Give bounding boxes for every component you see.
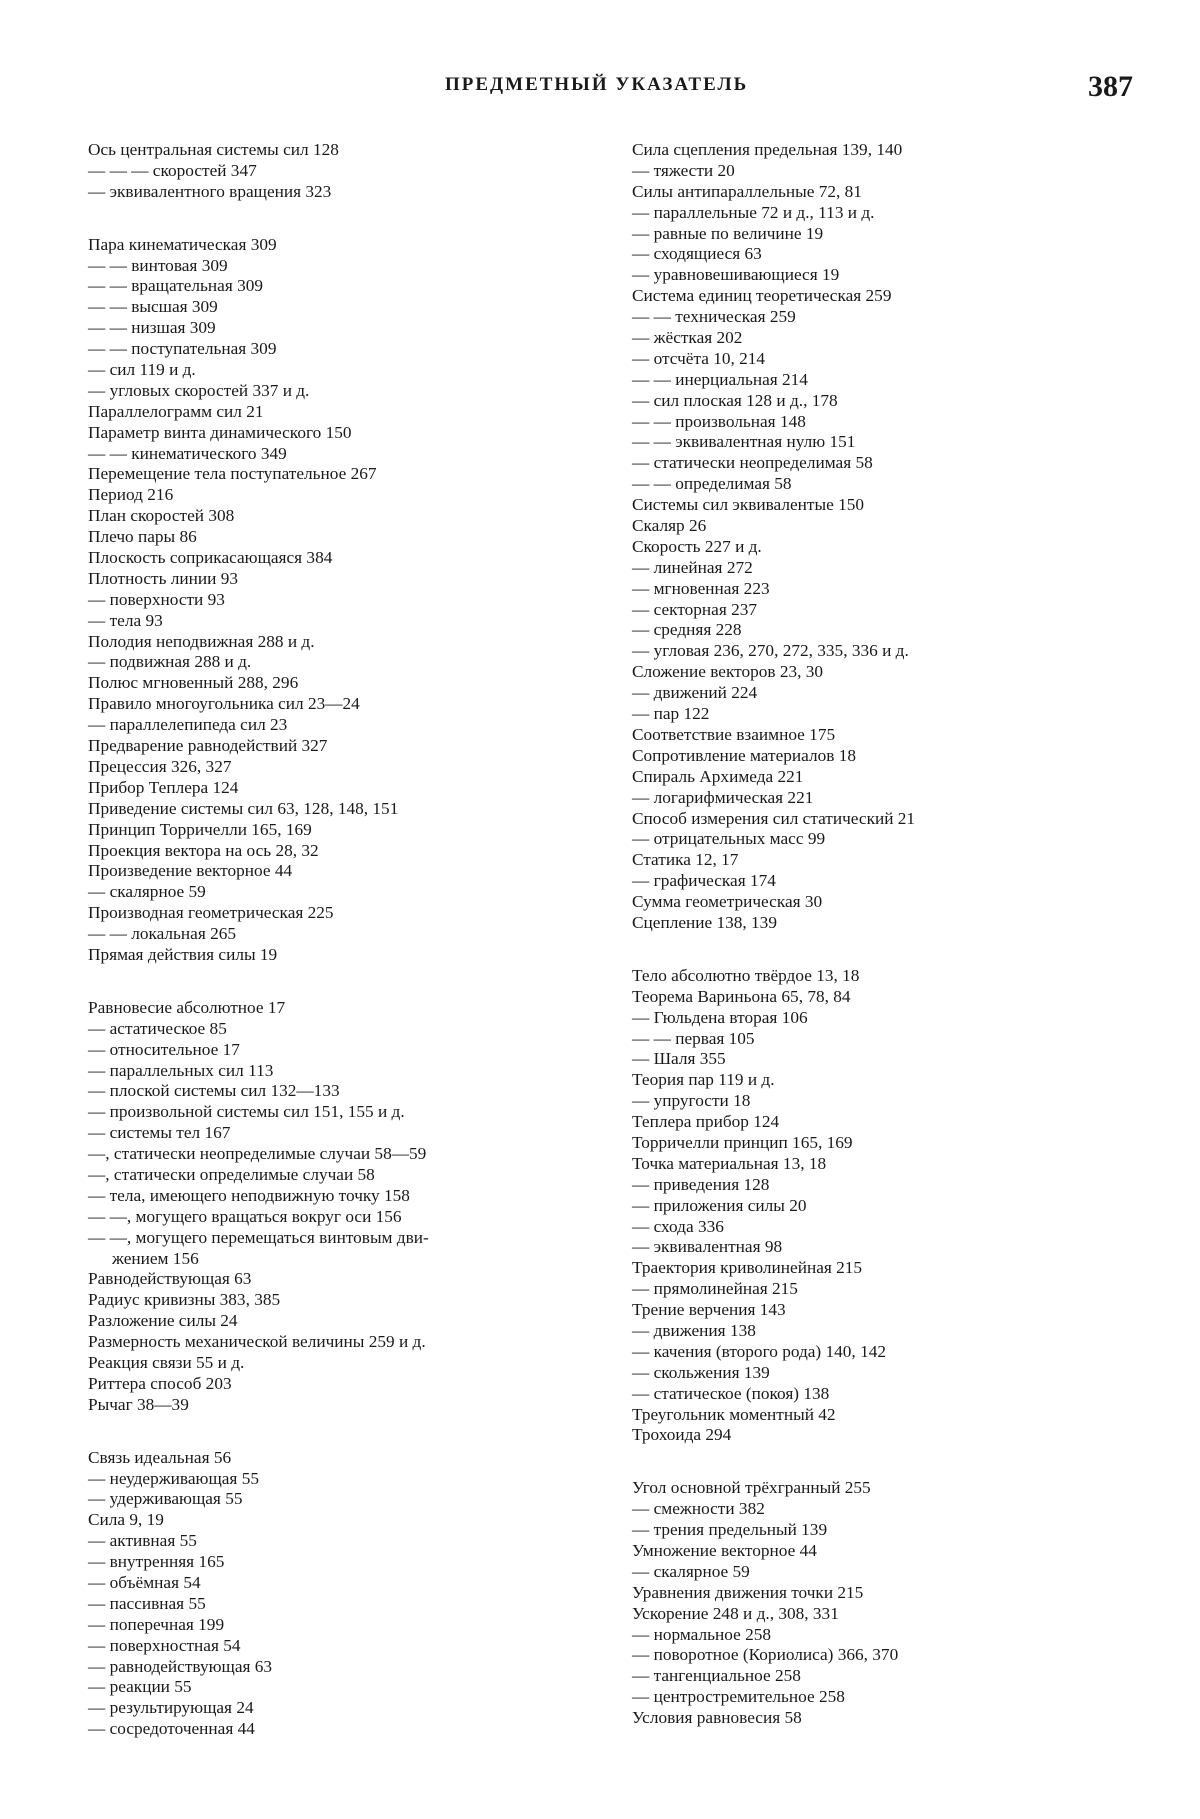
index-entry: Производная геометрическая 225	[88, 903, 334, 923]
index-entry: Прямая действия силы 19	[88, 944, 278, 964]
index-entry: Плотность линии 93	[88, 568, 239, 588]
index-entry: — пар 122	[632, 704, 710, 724]
index-entry: — качения (второго рода) 140, 142	[632, 1341, 886, 1361]
index-entry: Ось центральная системы сил 128	[88, 140, 339, 159]
index-entry: жением 156	[112, 1248, 199, 1268]
index-entry: — — определимая 58	[632, 474, 792, 494]
index-entry: — сил плоская 128 и д., 178	[632, 390, 838, 410]
index-entry: Системы сил эквивалентые 150	[632, 495, 864, 515]
index-entry: —, статически определимые случаи 58	[88, 1164, 375, 1184]
index-entry: Теплера прибор 124	[632, 1112, 780, 1132]
index-entry: Сила 9, 19	[88, 1510, 164, 1530]
index-entry: — графическая 174	[632, 871, 776, 891]
section-gap	[88, 203, 608, 235]
index-entry: — сходящиеся 63	[632, 244, 762, 264]
index-entry: — реакции 55	[88, 1677, 192, 1697]
index-entry: Перемещение тела поступательное 267	[88, 464, 377, 484]
index-entry: Правило многоугольника сил 23—24	[88, 694, 360, 714]
index-entry: — Гюльдена вторая 106	[632, 1007, 808, 1027]
index-entry: Сложение векторов 23, 30	[632, 662, 824, 682]
index-entry: — — — скоростей 347	[88, 160, 257, 180]
index-entry: Размерность механической величины 259 и д.	[88, 1332, 426, 1352]
index-entry: Система единиц теоретическая 259	[632, 286, 892, 306]
index-entry: Треугольник моментный 42	[632, 1404, 836, 1424]
index-entry: — поверхностная 54	[88, 1635, 241, 1655]
index-entry: Статика 12, 17	[632, 850, 739, 870]
index-entry: — нормальное 258	[632, 1624, 772, 1644]
index-entry: Полюс мгновенный 288, 296	[88, 673, 299, 693]
index-entry: — скалярное 59	[632, 1561, 750, 1581]
index-entry: — статическое (покоя) 138	[632, 1383, 830, 1403]
index-entry: Плечо пары 86	[88, 527, 197, 547]
index-entry: Риттера способ 203	[88, 1373, 232, 1393]
index-entry: — — высшая 309	[88, 297, 218, 317]
index-entry: — произвольной системы сил 151, 155 и д.	[88, 1102, 405, 1122]
index-entry: — тяжести 20	[632, 160, 735, 180]
index-entry: — — низшая 309	[88, 318, 216, 338]
section-gap	[88, 1416, 608, 1448]
index-entry: — активная 55	[88, 1531, 197, 1551]
index-column-left	[88, 140, 608, 1740]
index-entry: — трения предельный 139	[632, 1520, 828, 1540]
index-entry: Равновесие абсолютное 17	[88, 997, 286, 1017]
index-entry: Силы антипараллельные 72, 81	[632, 181, 862, 201]
index-entry: — подвижная 288 и д.	[88, 652, 252, 672]
index-entry: Связь идеальная 56	[88, 1447, 232, 1467]
index-entry: — движений 224	[632, 683, 758, 703]
index-entry: — сил 119 и д.	[88, 360, 196, 380]
index-entry: Точка материальная 13, 18	[632, 1153, 827, 1173]
index-entry: Способ измерения сил статический 21	[632, 808, 916, 828]
index-entry: — отрицательных масс 99	[632, 829, 826, 849]
index-entry: — результирующая 24	[88, 1698, 254, 1718]
index-entry: Скаляр 26	[632, 516, 707, 536]
index-entry: — плоской системы сил 132—133	[88, 1081, 340, 1101]
index-entry: — параллельных сил 113	[88, 1060, 274, 1080]
index-entry: — параллелепипеда сил 23	[88, 715, 288, 735]
index-entry: — пассивная 55	[88, 1593, 206, 1613]
index-entry: Условия равновесия 58	[632, 1708, 802, 1728]
index-entry: — относительное 17	[88, 1039, 240, 1059]
index-entry: Теорема Вариньона 65, 78, 84	[632, 986, 851, 1006]
index-column-right	[632, 140, 1172, 1729]
index-entry: Траектория криволинейная 215	[632, 1258, 863, 1278]
index-entry: — эквивалентная 98	[632, 1237, 783, 1257]
index-entry: — параллельные 72 и д., 113 и д.	[632, 202, 875, 222]
index-entry: Сумма геометрическая 30	[632, 892, 823, 912]
index-entry: — средняя 228	[632, 620, 742, 640]
index-entry: Сила сцепления предельная 139, 140	[632, 140, 903, 159]
index-entry: — прямолинейная 215	[632, 1279, 798, 1299]
index-entry: — равные по величине 19	[632, 223, 824, 243]
index-entry: — угловых скоростей 337 и д.	[88, 380, 310, 400]
index-entry: Соответствие взаимное 175	[632, 724, 836, 744]
index-entry: — астатическое 85	[88, 1018, 227, 1038]
index-entry: — объёмная 54	[88, 1573, 201, 1592]
index-entry: Проекция вектора на ось 28, 32	[88, 840, 319, 860]
index-entry: Теория пар 119 и д.	[632, 1070, 775, 1090]
index-entry: Сопротивление материалов 18	[632, 745, 856, 765]
index-entry: — Шаля 355	[632, 1049, 726, 1069]
index-entry: — поворотное (Кориолиса) 366, 370	[632, 1645, 899, 1665]
index-entry: Прибор Теплера 124	[88, 777, 239, 797]
index-entry: — — эквивалентная нулю 151	[632, 432, 856, 452]
section-gap	[632, 1446, 1172, 1478]
index-entry: — жёсткая 202	[632, 328, 743, 348]
index-entry: Полодия неподвижная 288 и д.	[88, 631, 315, 651]
index-entry: Угол основной трёхгранный 255	[632, 1478, 871, 1498]
section-gap	[632, 934, 1172, 966]
index-entry: — движения 138	[632, 1320, 756, 1340]
index-entry: Рычаг 38—39	[88, 1394, 189, 1414]
index-entry: — эквивалентного вращения 323	[88, 181, 332, 201]
page-number: 387	[1088, 70, 1133, 103]
index-entry: — — кинематического 349	[88, 443, 287, 463]
index-entry: Радиус кривизны 383, 385	[88, 1290, 281, 1310]
index-entry: Трение верчения 143	[632, 1300, 786, 1320]
index-entry: — линейная 272	[632, 557, 753, 577]
index-entry: — отсчёта 10, 214	[632, 348, 766, 368]
index-entry: — — инерциальная 214	[632, 369, 808, 389]
index-entry: — — вращательная 309	[88, 276, 264, 296]
index-entry: — скалярное 59	[88, 882, 206, 902]
section-gap	[88, 966, 608, 998]
index-entry: Тело абсолютно твёрдое 13, 18	[632, 965, 860, 985]
index-entry: — равнодействующая 63	[88, 1656, 273, 1676]
index-entry: — схода 336	[632, 1216, 724, 1236]
index-entry: Произведение векторное 44	[88, 861, 293, 881]
index-entry: Принцип Торричелли 165, 169	[88, 819, 312, 839]
index-entry: Параллелограмм сил 21	[88, 401, 264, 421]
index-entry: План скоростей 308	[88, 506, 235, 526]
index-entry: Предварение равнодействий 327	[88, 736, 328, 756]
index-entry: — — первая 105	[632, 1028, 755, 1048]
index-entry: — поверхности 93	[88, 589, 225, 609]
index-entry: — центростремительное 258	[632, 1687, 845, 1707]
index-entry: — статически неопределимая 58	[632, 453, 873, 473]
index-entry: — тангенциальное 258	[632, 1666, 801, 1686]
index-entry: — удерживающая 55	[88, 1489, 243, 1509]
index-entry: Сцепление 138, 139	[632, 912, 777, 932]
index-entry: — уравновешивающиеся 19	[632, 265, 840, 285]
index-entry: — — поступательная 309	[88, 339, 277, 359]
index-entry: — логарифмическая 221	[632, 787, 814, 807]
index-entry: — секторная 237	[632, 599, 758, 619]
index-entry: Трохоида 294	[632, 1425, 732, 1445]
index-entry: — приведения 128	[632, 1174, 770, 1194]
index-entry: Пара кинематическая 309	[88, 234, 277, 254]
index-entry: — системы тел 167	[88, 1123, 231, 1143]
index-entry: — сосредоточенная 44	[88, 1719, 255, 1739]
index-entry: — угловая 236, 270, 272, 335, 336 и д.	[632, 641, 909, 661]
index-entry: — —, могущего вращаться вокруг оси 156	[88, 1206, 402, 1226]
index-entry: Реакция связи 55 и д.	[88, 1352, 245, 1372]
index-entry: — приложения силы 20	[632, 1195, 807, 1215]
index-entry: — смежности 382	[632, 1499, 765, 1519]
index-entry: — — техническая 259	[632, 307, 796, 327]
index-entry: Период 216	[88, 485, 174, 505]
index-entry: Равнодействующая 63	[88, 1269, 252, 1289]
index-entry: — — произвольная 148	[632, 411, 806, 431]
index-entry: Прецессия 326, 327	[88, 756, 232, 776]
index-entry: — тела 93	[88, 610, 163, 630]
index-entry: —, статически неопределимые случаи 58—59	[88, 1144, 427, 1164]
index-entry: — тела, имеющего неподвижную точку 158	[88, 1185, 410, 1205]
index-entry: — неудерживающая 55	[88, 1468, 259, 1488]
index-entry: Спираль Архимеда 221	[632, 766, 804, 786]
index-entry: — скольжения 139	[632, 1362, 770, 1382]
index-entry: Ускорение 248 и д., 308, 331	[632, 1603, 839, 1623]
index-entry: — — локальная 265	[88, 924, 237, 944]
index-entry: Умножение векторное 44	[632, 1541, 817, 1560]
index-entry: Уравнения движения точки 215	[632, 1582, 864, 1602]
index-entry: — — винтовая 309	[88, 255, 228, 275]
index-entry: — упругости 18	[632, 1091, 751, 1111]
index-entry: Параметр винта динамического 150	[88, 422, 352, 442]
index-entry: — мгновенная 223	[632, 578, 770, 598]
index-entry: — поперечная 199	[88, 1614, 225, 1634]
running-title: ПРЕДМЕТНЫЙ УКАЗАТЕЛЬ	[445, 74, 749, 95]
index-entry: Скорость 227 и д.	[632, 536, 762, 556]
index-entry: — внутренняя 165	[88, 1552, 225, 1572]
index-entry: Приведение системы сил 63, 128, 148, 151	[88, 798, 399, 818]
index-entry: Торричелли принцип 165, 169	[632, 1132, 853, 1152]
page-header	[0, 70, 1200, 110]
index-entry: Плоскость соприкасающаяся 384	[88, 548, 333, 568]
index-entry: Разложение силы 24	[88, 1311, 238, 1331]
index-entry: — —, могущего перемещаться винтовым дви-	[88, 1227, 429, 1247]
